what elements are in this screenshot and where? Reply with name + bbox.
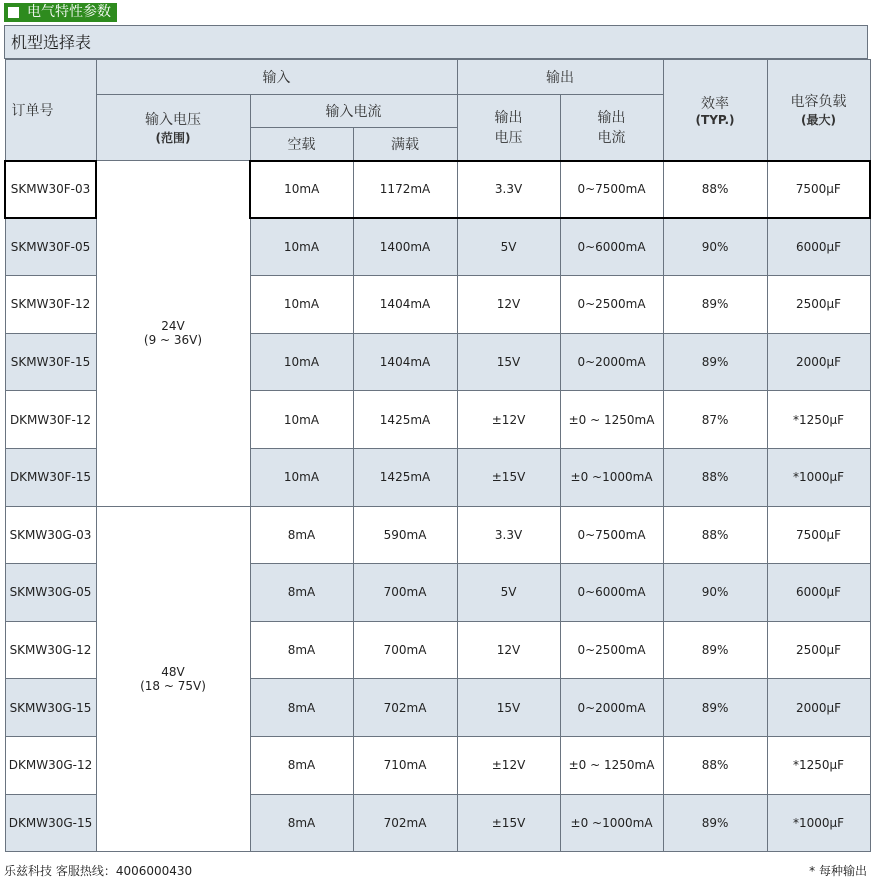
- no-load-cell: 10mA: [250, 391, 353, 449]
- model-cell: DKMW30F-15: [5, 448, 96, 506]
- full-load-cell: 1400mA: [353, 218, 457, 276]
- full-load-cell: 590mA: [353, 506, 457, 564]
- iout-cell: ±0 ~1000mA: [560, 448, 663, 506]
- eff-cell: 88%: [663, 448, 767, 506]
- full-load-cell: 1404mA: [353, 333, 457, 391]
- eff-cell: 88%: [663, 736, 767, 794]
- model-cell: DKMW30G-12: [5, 736, 96, 794]
- full-load-cell: 1172mA: [353, 161, 457, 219]
- cap-cell: 7500μF: [767, 161, 870, 219]
- model-cell: SKMW30F-03: [5, 161, 96, 219]
- eff-cell: 89%: [663, 276, 767, 334]
- table-row: [5, 506, 870, 564]
- iout-cell: ±0 ~1000mA: [560, 794, 663, 852]
- footer-note: * 每种输出: [809, 864, 867, 878]
- cap-cell: 2500μF: [767, 276, 870, 334]
- no-load-cell: 8mA: [250, 564, 353, 622]
- header-input: 输入: [96, 60, 457, 95]
- eff-cell: 90%: [663, 218, 767, 276]
- model-cell: SKMW30F-05: [5, 218, 96, 276]
- iout-cell: 0~2000mA: [560, 679, 663, 737]
- no-load-cell: 10mA: [250, 161, 353, 219]
- input-voltage-range: (9 ~ 36V): [143, 333, 203, 348]
- eff-cell: 87%: [663, 391, 767, 449]
- header-output-voltage: [457, 95, 560, 161]
- header-cap-load-sub: (最大): [801, 113, 837, 128]
- full-load-cell: 1425mA: [353, 391, 457, 449]
- no-load-cell: 8mA: [250, 794, 353, 852]
- input-voltage-cell: [96, 506, 250, 852]
- section-title: 电气特性参数: [27, 4, 111, 20]
- header-output-current-l1: 输出: [597, 110, 626, 127]
- footer-hotline: 乐兹科技 客服热线：4006000430: [4, 864, 193, 878]
- header-input-voltage: [96, 95, 250, 161]
- full-load-cell: 1425mA: [353, 448, 457, 506]
- iout-cell: 0~2000mA: [560, 333, 663, 391]
- square-icon: [8, 7, 19, 18]
- model-cell: SKMW30G-05: [5, 564, 96, 622]
- eff-cell: 88%: [663, 161, 767, 219]
- model-cell: DKMW30F-12: [5, 391, 96, 449]
- header-output-voltage-l2: 电压: [494, 130, 523, 147]
- full-load-cell: 700mA: [353, 564, 457, 622]
- eff-cell: 89%: [663, 333, 767, 391]
- model-selection-table: [4, 59, 871, 852]
- no-load-cell: 8mA: [250, 679, 353, 737]
- header-output-voltage-l1: 输出: [494, 110, 523, 127]
- no-load-cell: 8mA: [250, 736, 353, 794]
- table-row: [5, 161, 870, 219]
- vout-cell: ±12V: [457, 391, 560, 449]
- eff-cell: 88%: [663, 506, 767, 564]
- iout-cell: ±0 ~ 1250mA: [560, 736, 663, 794]
- header-efficiency-sub: (TYP.): [695, 112, 735, 127]
- iout-cell: 0~6000mA: [560, 218, 663, 276]
- iout-cell: ±0 ~ 1250mA: [560, 391, 663, 449]
- cap-cell: 2000μF: [767, 333, 870, 391]
- vout-cell: ±15V: [457, 448, 560, 506]
- eff-cell: 90%: [663, 564, 767, 622]
- full-load-cell: 702mA: [353, 679, 457, 737]
- full-load-cell: 702mA: [353, 794, 457, 852]
- header-output-current-l2: 电流: [597, 130, 626, 147]
- model-cell: SKMW30F-12: [5, 276, 96, 334]
- header-full-load: 满载: [353, 128, 457, 161]
- cap-cell: 6000μF: [767, 218, 870, 276]
- cap-cell: 6000μF: [767, 564, 870, 622]
- header-efficiency: [663, 60, 767, 161]
- input-voltage-value: 48V: [161, 664, 185, 679]
- vout-cell: 3.3V: [457, 161, 560, 219]
- cap-cell: *1250μF: [767, 391, 870, 449]
- cap-cell: *1250μF: [767, 736, 870, 794]
- section-title-tag: [4, 3, 117, 22]
- vout-cell: 15V: [457, 679, 560, 737]
- vout-cell: 12V: [457, 621, 560, 679]
- vout-cell: 12V: [457, 276, 560, 334]
- cap-cell: 2500μF: [767, 621, 870, 679]
- full-load-cell: 1404mA: [353, 276, 457, 334]
- input-voltage-value: 24V: [161, 319, 185, 334]
- cap-cell: *1000μF: [767, 448, 870, 506]
- eff-cell: 89%: [663, 679, 767, 737]
- vout-cell: 3.3V: [457, 506, 560, 564]
- cap-cell: 7500μF: [767, 506, 870, 564]
- header-input-voltage-label: 输入电压: [145, 112, 201, 128]
- full-load-cell: 700mA: [353, 621, 457, 679]
- no-load-cell: 10mA: [250, 448, 353, 506]
- vout-cell: 5V: [457, 564, 560, 622]
- vout-cell: 5V: [457, 218, 560, 276]
- iout-cell: 0~2500mA: [560, 621, 663, 679]
- iout-cell: 0~2500mA: [560, 276, 663, 334]
- header-cap-load: [767, 60, 870, 161]
- full-load-cell: 710mA: [353, 736, 457, 794]
- header-model: 订单号: [5, 60, 96, 161]
- header-output-current: [560, 95, 663, 161]
- no-load-cell: 10mA: [250, 333, 353, 391]
- model-cell: SKMW30F-15: [5, 333, 96, 391]
- input-voltage-range: (18 ~ 75V): [140, 678, 206, 693]
- header-input-current: 输入电流: [250, 95, 457, 128]
- eff-cell: 89%: [663, 621, 767, 679]
- cap-cell: 2000μF: [767, 679, 870, 737]
- header-cap-load-label: 电容负载: [790, 94, 847, 111]
- header-input-voltage-sub: (范围): [155, 131, 191, 145]
- model-cell: SKMW30G-12: [5, 621, 96, 679]
- vout-cell: ±12V: [457, 736, 560, 794]
- iout-cell: 0~6000mA: [560, 564, 663, 622]
- header-no-load: 空载: [250, 128, 353, 161]
- model-cell: DKMW30G-15: [5, 794, 96, 852]
- no-load-cell: 10mA: [250, 218, 353, 276]
- cap-cell: *1000μF: [767, 794, 870, 852]
- input-voltage-cell: [96, 161, 250, 507]
- no-load-cell: 10mA: [250, 276, 353, 334]
- header-output: 输出: [457, 60, 663, 95]
- eff-cell: 89%: [663, 794, 767, 852]
- vout-cell: 15V: [457, 333, 560, 391]
- vout-cell: ±15V: [457, 794, 560, 852]
- iout-cell: 0~7500mA: [560, 161, 663, 219]
- iout-cell: 0~7500mA: [560, 506, 663, 564]
- header-efficiency-label: 效率: [701, 95, 730, 112]
- no-load-cell: 8mA: [250, 506, 353, 564]
- model-cell: SKMW30G-15: [5, 679, 96, 737]
- model-cell: SKMW30G-03: [5, 506, 96, 564]
- table-title: 机型选择表: [4, 25, 868, 59]
- no-load-cell: 8mA: [250, 621, 353, 679]
